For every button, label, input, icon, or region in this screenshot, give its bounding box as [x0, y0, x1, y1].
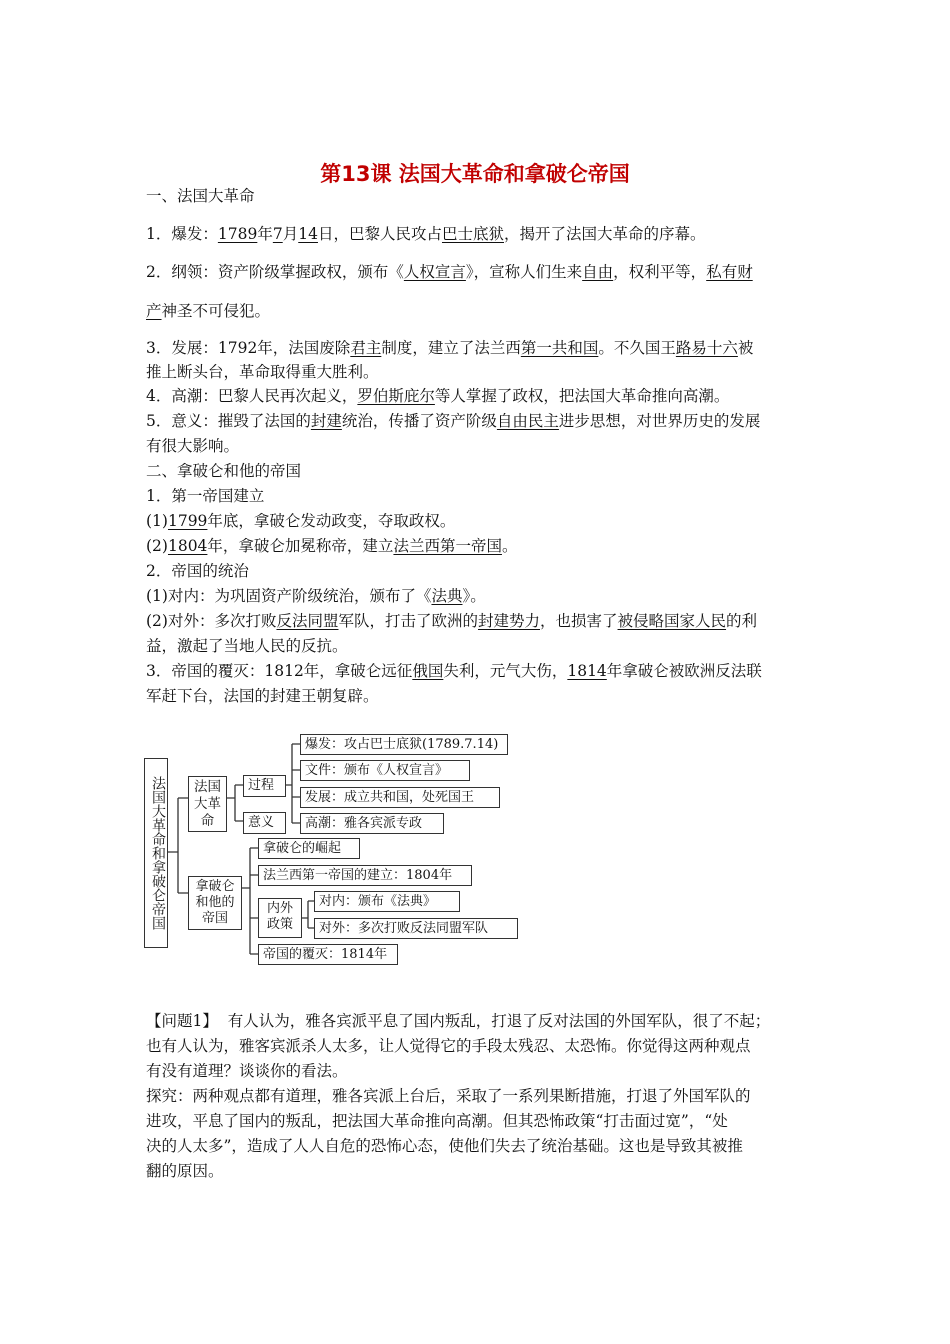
text: 年拿破仑被欧洲反法联 — [606, 662, 762, 680]
item-outbreak — [146, 222, 814, 247]
item-development — [146, 336, 814, 361]
diagram-empire-fall: 帝国的覆灭：1814年 — [258, 944, 398, 965]
text: 军队，打击了欧洲的 — [338, 612, 478, 630]
text: ，揭开了法国大革命的序幕。 — [504, 225, 706, 243]
diagram-process: 过程 — [243, 775, 286, 797]
text: 失利，元气大伤， — [443, 662, 568, 680]
diagram-root: 法国大革命和拿破仑帝国 — [144, 758, 168, 948]
text: (1) — [146, 512, 168, 530]
item-domestic — [146, 584, 814, 609]
question-line-3: 有没有道理？谈谈你的看法。 — [146, 1062, 348, 1080]
question-line-2: 也有人认为，雅客宾派杀人太多，让人觉得它的手段太残忍、太恐怖。你觉得这两种观点 — [146, 1037, 751, 1055]
item-significance-line2: 有很大影响。 — [146, 437, 240, 455]
item-fall — [146, 659, 814, 684]
answer-blank: 1789 — [217, 225, 258, 243]
item-climax — [146, 384, 814, 409]
answer-blank: 自由 — [582, 263, 614, 281]
diagram-napoleon-empire: 拿破仑和他的帝国 — [188, 876, 242, 930]
text: (1)对内：为巩固资产阶级统治，颁布了《 — [146, 587, 432, 605]
text: 》，宣称人们生来 — [465, 263, 583, 281]
text: (2)对外：多次打败 — [146, 612, 277, 630]
answer-blank: 14 — [298, 225, 318, 243]
diagram-outbreak: 爆发：攻占巴士底狱(1789.7.14) — [300, 734, 508, 755]
text: 年，拿破仑加冕称帝，建立 — [207, 537, 394, 555]
item-development-line2: 推上断头台，革命取得重大胜利。 — [146, 363, 379, 381]
text: 1．爆发： — [146, 225, 218, 243]
diagram-napoleon-rise: 拿破仑的崛起 — [258, 838, 360, 859]
answer-blank: 1799 — [167, 512, 208, 530]
answer-line-4: 翻的原因。 — [146, 1162, 224, 1180]
text: 被 — [737, 339, 754, 357]
answer-blank: 法典 — [431, 587, 463, 605]
answer-blank: 被侵略国家人民 — [617, 612, 727, 630]
text: 》。 — [462, 587, 486, 605]
text: 年底，拿破仑发动政变，夺取政权。 — [207, 512, 456, 530]
text: 的利 — [726, 612, 758, 630]
text: 。 — [501, 537, 518, 555]
diagram-meaning: 意义 — [243, 812, 286, 834]
diagram-policy: 内外政策 — [258, 898, 302, 938]
section2-heading: 二、拿破仑和他的帝国 — [146, 462, 302, 480]
item-fall-line2: 军赶下台，法国的封建王朝复辟。 — [146, 687, 379, 705]
answer-blank: 1804 — [167, 537, 208, 555]
text: 2．纲领：资产阶级掌握政权，颁布《 — [146, 263, 404, 281]
item-coup — [146, 509, 814, 534]
page-title: 第13课 法国大革命和拿破仑帝国 — [320, 162, 630, 186]
diagram-document: 文件：颁布《人权宣言》 — [300, 760, 470, 781]
answer-blank: 俄国 — [412, 662, 444, 680]
subheading-empire-rule: 2．帝国的统治 — [146, 562, 249, 580]
subheading-empire-founding: 1．第一帝国建立 — [146, 487, 265, 505]
section1-heading: 一、法国大革命 — [146, 187, 255, 205]
diagram-french-revolution: 法国大革命 — [188, 776, 227, 832]
diagram-development: 发展：成立共和国，处死国王 — [300, 787, 500, 808]
text: ，权利平等， — [613, 263, 707, 281]
text: 4．高潮：巴黎人民再次起义， — [146, 387, 358, 405]
answer-blank: 产 — [146, 302, 162, 320]
answer-blank: 巴士底狱 — [441, 225, 504, 243]
text: 。不久国王 — [598, 339, 676, 357]
answer-line-2: 进攻，平息了国内的叛乱，把法国大革命推向高潮。但其恐怖政策“打击面过宽”，“处 — [146, 1112, 728, 1130]
text: (2) — [146, 537, 168, 555]
text: 3．发展：1792年，法国废除 — [146, 339, 351, 357]
text: 制度，建立了法兰西 — [381, 339, 521, 357]
knowledge-diagram — [140, 728, 540, 973]
answer-blank: 1814 — [567, 662, 607, 680]
answer-blank: 罗伯斯庇尔 — [357, 387, 435, 405]
item-foreign-line2: 益，激起了当地人民的反抗。 — [146, 637, 348, 655]
item-program — [146, 260, 814, 285]
question-label: 【问题1】 — [146, 1012, 218, 1030]
text: 有人认为，雅各宾派平息了国内叛乱，打退了反对法国的外国军队，很了不起； — [227, 1012, 771, 1030]
text: 月 — [282, 225, 299, 243]
text: 3．帝国的覆灭：1812年，拿破仑远征 — [146, 662, 413, 680]
answer-blank: 人权宣言 — [403, 263, 466, 281]
text: 5．意义：摧毁了法国的 — [146, 412, 311, 430]
diagram-climax: 高潮：雅各宾派专政 — [300, 813, 444, 834]
answer-blank: 法兰西第一帝国 — [393, 537, 502, 555]
answer-blank: 反法同盟 — [276, 612, 339, 630]
answer-blank: 7 — [272, 225, 283, 243]
item-significance — [146, 409, 814, 434]
text: 统治，传播了资产阶级 — [341, 412, 497, 430]
item-coronation — [146, 534, 814, 559]
question-line-1 — [146, 1009, 814, 1034]
answer-line-3: 决的人太多”，造成了人人自危的恐怖心态，使他们失去了统治基础。这也是导致其被推 — [146, 1137, 743, 1155]
answer-blank: 自由民主 — [496, 412, 559, 430]
answer-blank: 路易十六 — [675, 339, 738, 357]
text: 等人掌握了政权，把法国大革命推向高潮。 — [434, 387, 730, 405]
diagram-domestic: 对内：颁布《法典》 — [314, 891, 460, 912]
answer-blank: 私有财 — [706, 263, 753, 281]
text: ，也损害了 — [540, 612, 618, 630]
text: 日，巴黎人民攻占 — [317, 225, 442, 243]
diagram-empire-founding: 法兰西第一帝国的建立：1804年 — [258, 865, 472, 886]
answer-blank: 君主 — [350, 339, 382, 357]
answer-blank: 封建势力 — [478, 612, 541, 630]
text: 进步思想，对世界历史的发展 — [558, 412, 761, 430]
answer-line-1: 探究：两种观点都有道理，雅各宾派上台后，采取了一系列果断措施，打退了外国军队的 — [146, 1087, 751, 1105]
item-foreign — [146, 609, 814, 634]
diagram-foreign: 对外：多次打败反法同盟军队 — [314, 918, 518, 939]
answer-blank: 第一共和国 — [520, 339, 599, 357]
item-program-line2 — [146, 299, 814, 324]
text: 年 — [257, 225, 273, 243]
answer-blank: 封建 — [310, 412, 342, 430]
text: 神圣不可侵犯。 — [161, 302, 271, 320]
